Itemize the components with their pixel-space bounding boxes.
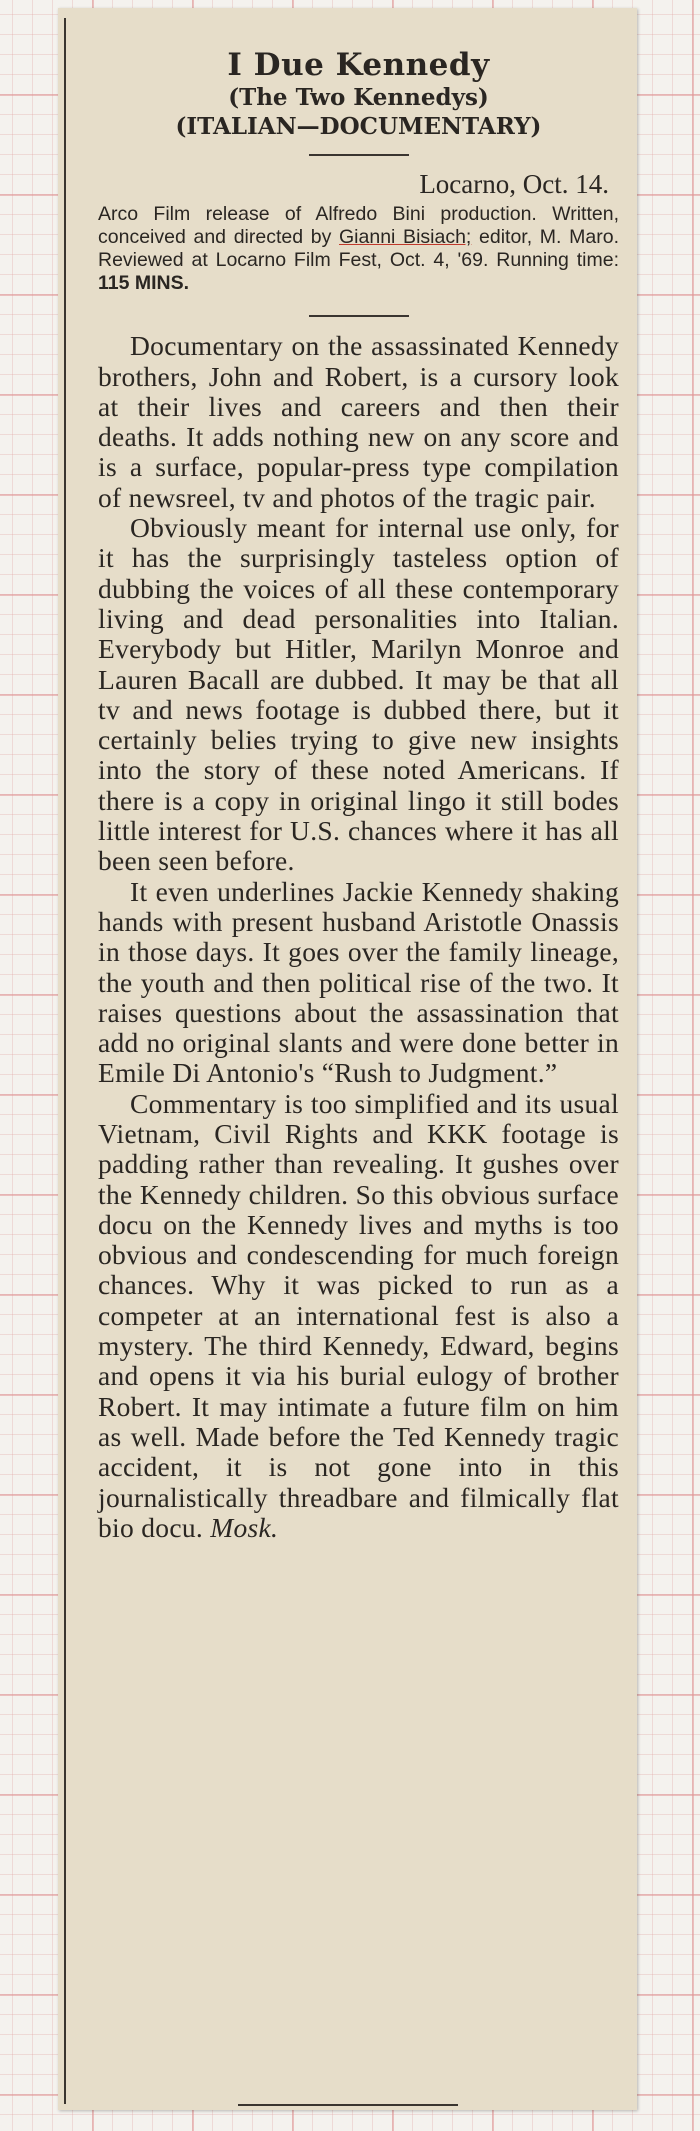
- newspaper-clipping: [58, 8, 637, 2110]
- header-rule: [309, 154, 409, 156]
- paragraph: Documentary on the assassinated Kennedy brothers, John and Robert, is a cursory look at their lives and careers and then their deaths. It adds nothing new on any score and is a surface, popular-press type compilation of newsreel, tv and photos of the tragic pair.: [98, 330, 619, 513]
- dateline: Locarno, Oct. 14.: [419, 168, 609, 199]
- paragraph-text: Commentary is too simplified and its usual Vietnam, Civil Rights and KKK footage is padding rather than revealing. It gushes over the Kennedy children. So this obvious surface docu on the Kennedy lives and myths is too obvious and condescending for much foreign chances. Why it was picked to run as a competer at an international fest is also a mystery. The third Kennedy, Edward, begins and opens it via his burial eulogy of brother Robert. It may intimate a future film on him as well. Made before the Ted Kennedy tragic accident, it is not gone into in this journalistically threadbare and filmically flat bio docu.: [98, 1087, 619, 1543]
- column-rule: [64, 18, 66, 2104]
- credits-text-1: Arco Film release of Alfredo Bini production. Written, conceived and directed by: [98, 203, 619, 249]
- paragraph: Obviously meant for internal use only, for it has the surprisingly tasteless option of dubbing the voices of all these contemporary living and dead personalities into Italian. Everybody but Hitler, Marilyn Monroe and Lauren Bacall are dubbed. It may be that all tv and news footage is dubbed there, but it certainly belies trying to give new insights into the story of these noted Americans. If there is a copy in original lingo it still bodes little interest for U.S. chances where it has all been seen before.: [98, 512, 619, 877]
- running-time: 115 MINS.: [98, 272, 190, 295]
- review-subtitle: (The Two Kennedys): [228, 84, 489, 112]
- review-title: I Due Kennedy: [227, 47, 490, 83]
- reviewer-signature: Mosk.: [210, 1511, 279, 1543]
- credits-text-2: editor, M. Maro. Reviewed at Locarno Film Fest, Oct. 4, '69. Running time:: [98, 226, 619, 272]
- paragraph: It even underlines Jackie Kennedy shaking hands with present husband Aristotle Onassis in those days. It goes over the family lineage, the youth and then political rise of the two. It raises questions about the assassination that add no original slants and were done better in Emile Di Antonio's “Rush to Judgment.”: [98, 875, 619, 1089]
- credits-rule: [309, 315, 409, 317]
- footer-rule: [238, 2104, 458, 2106]
- review-genre: (ITALIAN—DOCUMENTARY): [175, 112, 542, 140]
- director-name: Gianni Bisiach;: [339, 226, 472, 249]
- paragraph: [98, 1089, 619, 1543]
- film-credits: [98, 203, 619, 295]
- review-body: [98, 331, 619, 1543]
